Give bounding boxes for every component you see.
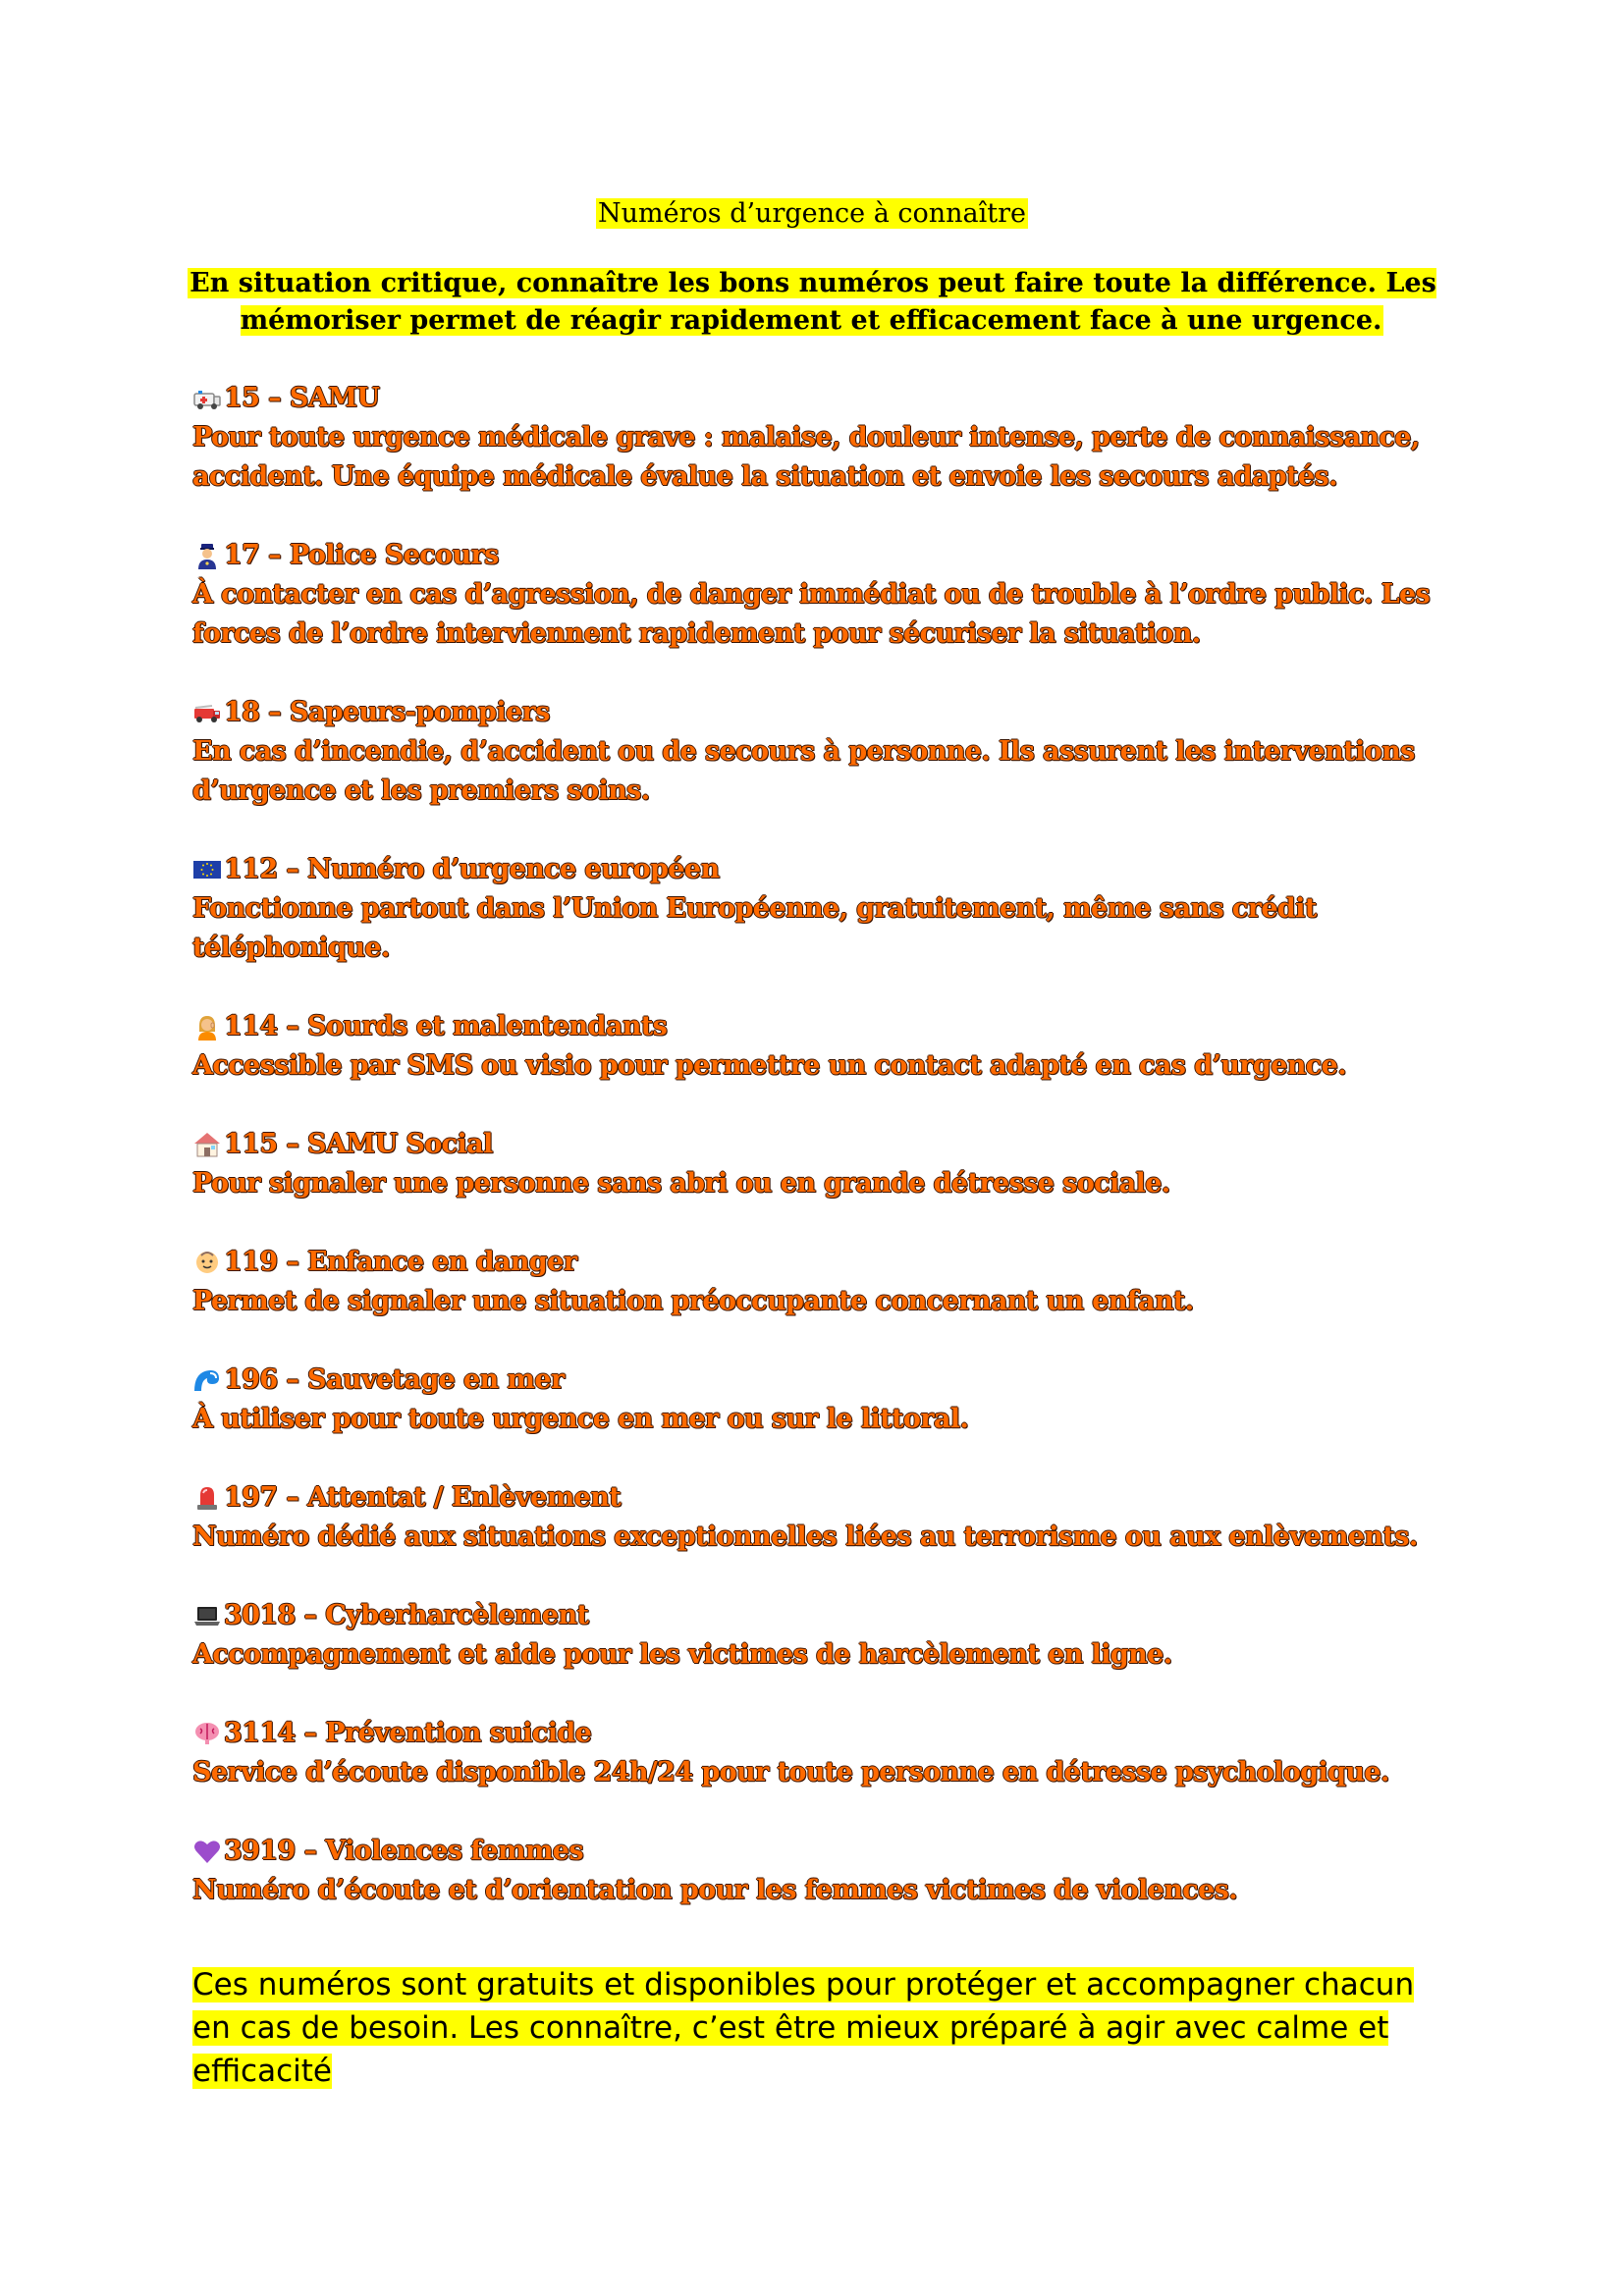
entry-heading-row bbox=[192, 1007, 1469, 1046]
entry-heading-row bbox=[192, 1714, 1469, 1753]
entry-heading: 3114 – Prévention suicide bbox=[224, 1718, 592, 1748]
entry-heading: 114 – Sourds et malentendants bbox=[224, 1011, 668, 1041]
entry-heading: 115 – SAMU Social bbox=[224, 1129, 493, 1159]
deaf-person-icon bbox=[192, 1012, 222, 1041]
entry-description: Pour signaler une personne sans abri ou en grande détresse sociale. bbox=[192, 1168, 1170, 1199]
siren-light-icon bbox=[192, 1483, 222, 1513]
purple-heart-icon bbox=[192, 1837, 222, 1866]
entry-196 bbox=[192, 1361, 1469, 1439]
eu-flag-icon bbox=[192, 855, 222, 884]
entry-114 bbox=[192, 1007, 1469, 1086]
entry-heading: 3018 – Cyberharcèlement bbox=[224, 1600, 589, 1630]
ambulance-icon bbox=[192, 384, 222, 413]
entry-heading-row bbox=[192, 1478, 1469, 1518]
entry-description: À utiliser pour toute urgence en mer ou sur le littoral. bbox=[192, 1404, 969, 1434]
house-icon bbox=[192, 1130, 222, 1159]
entry-heading-row bbox=[192, 850, 1469, 889]
entry-heading-row bbox=[192, 1361, 1469, 1400]
entry-description: Service d’écoute disponible 24h/24 pour toute personne en détresse psychologique. bbox=[192, 1757, 1389, 1788]
entry-3919 bbox=[192, 1832, 1469, 1910]
entry-119 bbox=[192, 1243, 1469, 1321]
entry-115 bbox=[192, 1125, 1469, 1203]
entry-police bbox=[192, 536, 1469, 654]
entry-3114 bbox=[192, 1714, 1469, 1792]
baby-icon bbox=[192, 1248, 222, 1277]
closing-paragraph bbox=[192, 1963, 1449, 2093]
entry-description: Fonctionne partout dans l’Union Européenne, gratuitement, même sans crédit téléphonique. bbox=[192, 893, 1317, 963]
intro-text: En situation critique, connaître les bons numéros peut faire toute la différence. Les mémoriser permet de réagir rapidement et efficacement face à une urgence. bbox=[189, 268, 1436, 336]
entry-heading-row bbox=[192, 536, 1469, 575]
entry-description: À contacter en cas d’agression, de danger immédiat ou de trouble à l’ordre public. Les forces de l’ordre interviennent rapidement pour sécuriser la situation. bbox=[192, 579, 1431, 649]
entry-3018 bbox=[192, 1596, 1469, 1675]
page-title-text: Numéros d’urgence à connaître bbox=[598, 198, 1026, 229]
entry-description: Accessible par SMS ou visio pour permettre un contact adapté en cas d’urgence. bbox=[192, 1050, 1347, 1081]
water-wave-icon bbox=[192, 1365, 222, 1395]
entry-heading-row bbox=[192, 1596, 1469, 1635]
entry-heading: 112 – Numéro d’urgence européen bbox=[224, 854, 720, 884]
entry-description: Permet de signaler une situation préoccupante concernant un enfant. bbox=[192, 1286, 1194, 1316]
entry-heading: 15 – SAMU bbox=[224, 383, 380, 413]
entry-heading: 197 – Attentat / Enlèvement bbox=[224, 1482, 622, 1513]
entry-heading: 196 – Sauvetage en mer bbox=[224, 1364, 565, 1395]
entry-heading: 3919 – Violences femmes bbox=[224, 1836, 583, 1866]
entry-heading: 18 – Sapeurs-pompiers bbox=[224, 697, 550, 727]
entry-description: Numéro d’écoute et d’orientation pour les femmes victimes de violences. bbox=[192, 1875, 1238, 1905]
entry-heading-row bbox=[192, 1832, 1469, 1871]
closing-text: Ces numéros sont gratuits et disponibles pour protéger et accompagner chacun en cas de besoin. Les connaître, c’est être mieux préparé à agir avec calme et efficacité bbox=[192, 1967, 1415, 2089]
entry-heading-row bbox=[192, 1125, 1469, 1164]
entry-heading-row bbox=[192, 1243, 1469, 1282]
entry-description: En cas d’incendie, d’accident ou de secours à personne. Ils assurent les interventions d’urgence et les premiers soins. bbox=[192, 736, 1415, 806]
page-title bbox=[0, 194, 1624, 234]
entry-heading: 17 – Police Secours bbox=[224, 540, 499, 570]
entry-heading: 119 – Enfance en danger bbox=[224, 1247, 577, 1277]
entry-description: Pour toute urgence médicale grave : malaise, douleur intense, perte de connaissance, accident. Une équipe médicale évalue la situation et envoie les secours adaptés. bbox=[192, 422, 1420, 492]
entry-samu bbox=[192, 379, 1469, 497]
intro-paragraph bbox=[147, 265, 1477, 340]
laptop-icon bbox=[192, 1601, 222, 1630]
entry-heading-row bbox=[192, 693, 1469, 732]
fire-engine-icon bbox=[192, 698, 222, 727]
entry-description: Numéro dédié aux situations exceptionnelles liées au terrorisme ou aux enlèvements. bbox=[192, 1522, 1418, 1552]
entry-112 bbox=[192, 850, 1469, 968]
entry-197 bbox=[192, 1478, 1469, 1557]
police-officer-icon bbox=[192, 541, 222, 570]
entry-pompiers bbox=[192, 693, 1469, 811]
brain-icon bbox=[192, 1719, 222, 1748]
entry-description: Accompagnement et aide pour les victimes de harcèlement en ligne. bbox=[192, 1639, 1172, 1670]
entry-heading-row bbox=[192, 379, 1469, 418]
